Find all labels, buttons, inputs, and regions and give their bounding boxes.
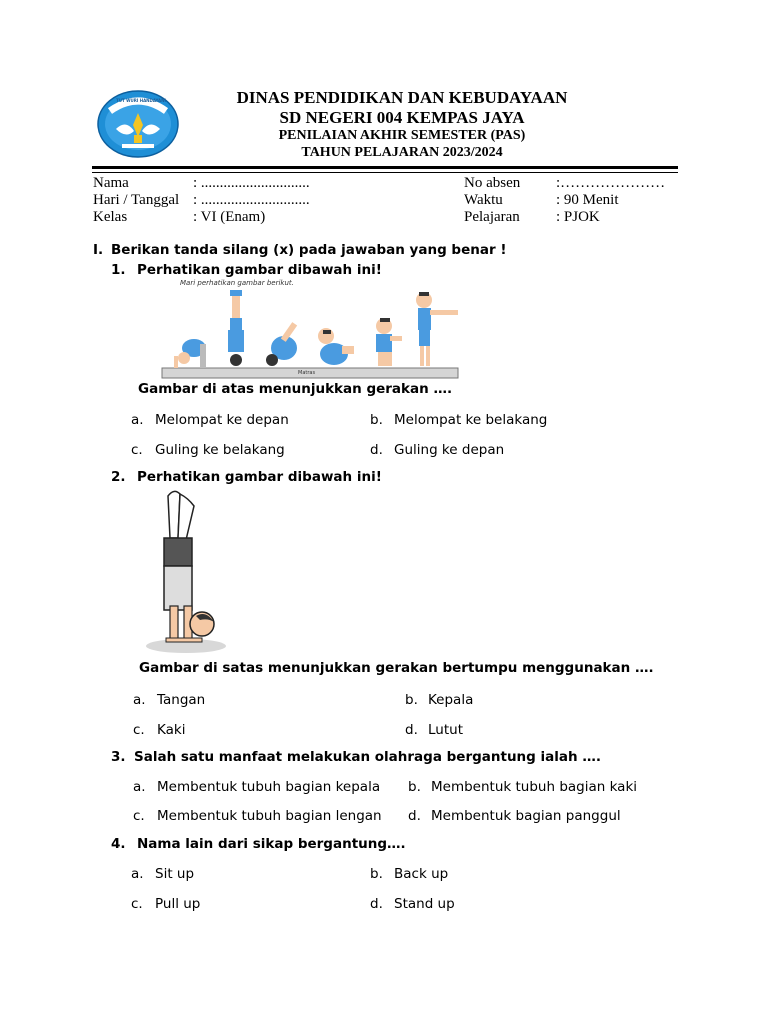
q4-option-c-letter: c.	[131, 896, 143, 912]
q1-option-a-letter: a.	[131, 412, 144, 428]
q4-number: 4.	[111, 836, 126, 852]
q4-option-c[interactable]: Pull up	[155, 896, 201, 912]
q4-option-a-letter: a.	[131, 866, 144, 882]
q1-option-c[interactable]: Guling ke belakang	[155, 442, 285, 458]
q2-option-c-letter: c.	[133, 722, 145, 738]
gymnast-figure-5	[376, 318, 402, 366]
q1-option-d-letter: d.	[370, 442, 383, 458]
q4-option-d-letter: d.	[370, 896, 383, 912]
section-instruction: Berikan tanda silang (x) pada jawaban yang benar !	[111, 242, 507, 258]
q2-option-a-letter: a.	[133, 692, 146, 708]
header-year: TAHUN PELAJARAN 2023/2024	[301, 145, 503, 160]
q2-question: Gambar di satas menunjukkan gerakan bertumpu menggunakan ….	[139, 660, 654, 676]
gymnast-figure-1	[174, 339, 206, 368]
q2-option-a[interactable]: Tangan	[157, 692, 206, 708]
q1-option-c-letter: c.	[131, 442, 143, 458]
absen-label: No absen	[464, 175, 521, 191]
gymnast-figure-6	[416, 292, 458, 366]
q3-option-a-letter: a.	[133, 779, 146, 795]
q4-text: Nama lain dari sikap bergantung….	[137, 836, 406, 852]
header-exam: PENILAIAN AKHIR SEMESTER (PAS)	[278, 128, 526, 143]
gymnast-figure-4	[318, 328, 354, 365]
nama-label: Nama	[93, 175, 129, 191]
hari-label: Hari / Tanggal	[93, 192, 180, 208]
q2-handstand-figure	[144, 488, 230, 658]
q4-option-b[interactable]: Back up	[394, 866, 449, 882]
q3-option-b-letter: b.	[408, 779, 421, 795]
q1-option-a[interactable]: Melompat ke depan	[155, 412, 289, 428]
header-divider-thin	[92, 172, 678, 173]
q1-text: Perhatikan gambar dibawah ini!	[137, 262, 382, 278]
q3-number: 3.	[111, 749, 126, 765]
q1-option-b-letter: b.	[370, 412, 383, 428]
q2-option-d[interactable]: Lutut	[428, 722, 463, 738]
header-school: SD NEGERI 004 KEMPAS JAYA	[279, 108, 525, 127]
q2-option-b[interactable]: Kepala	[428, 692, 474, 708]
q3-option-d[interactable]: Membentuk bagian panggul	[431, 808, 621, 824]
nama-field[interactable]: : .............................	[193, 175, 310, 191]
kelas-label: Kelas	[93, 209, 128, 225]
q3-option-c[interactable]: Membentuk tubuh bagian lengan	[157, 808, 382, 824]
kelas-value: : VI (Enam)	[193, 209, 266, 225]
q2-option-c[interactable]: Kaki	[157, 722, 186, 738]
waktu-value: : 90 Menit	[556, 192, 619, 208]
pelajaran-value: : PJOK	[556, 209, 600, 225]
q1-roll-figure	[160, 278, 460, 382]
absen-field[interactable]: :…………………	[556, 175, 666, 191]
header-divider-thick	[92, 166, 678, 169]
q3-option-c-letter: c.	[133, 808, 145, 824]
q4-option-d[interactable]: Stand up	[394, 896, 455, 912]
header-agency: DINAS PENDIDIKAN DAN KEBUDAYAAN	[236, 88, 568, 107]
q1-mat-label: Matras	[298, 370, 316, 376]
q2-text: Perhatikan gambar dibawah ini!	[137, 469, 382, 485]
q3-option-b[interactable]: Membentuk tubuh bagian kaki	[431, 779, 638, 795]
q4-option-b-letter: b.	[370, 866, 383, 882]
q4-option-a[interactable]: Sit up	[155, 866, 195, 882]
q1-question: Gambar di atas menunjukkan gerakan ….	[138, 381, 453, 397]
gymnast-figure-2	[228, 290, 244, 366]
waktu-label: Waktu	[464, 192, 503, 208]
q3-option-a[interactable]: Membentuk tubuh bagian kepala	[157, 779, 381, 795]
pelajaran-label: Pelajaran	[464, 209, 520, 225]
q1-option-d[interactable]: Guling ke depan	[394, 442, 505, 458]
q3-option-d-letter: d.	[408, 808, 421, 824]
hari-field[interactable]: : .............................	[193, 192, 310, 208]
q3-text: Salah satu manfaat melakukan olahraga bergantung ialah ….	[134, 749, 601, 765]
q2-option-d-letter: d.	[405, 722, 418, 738]
q1-number: 1.	[111, 262, 126, 278]
q1-figure-caption: Mari perhatikan gambar berikut.	[180, 279, 294, 287]
q1-option-b[interactable]: Melompat ke belakang	[394, 412, 548, 428]
section-number: I.	[93, 242, 104, 258]
q2-number: 2.	[111, 469, 126, 485]
q2-option-b-letter: b.	[405, 692, 418, 708]
gymnast-figure-3	[266, 322, 297, 366]
logo-text: TUT WURI HANDAYANI	[116, 98, 166, 103]
